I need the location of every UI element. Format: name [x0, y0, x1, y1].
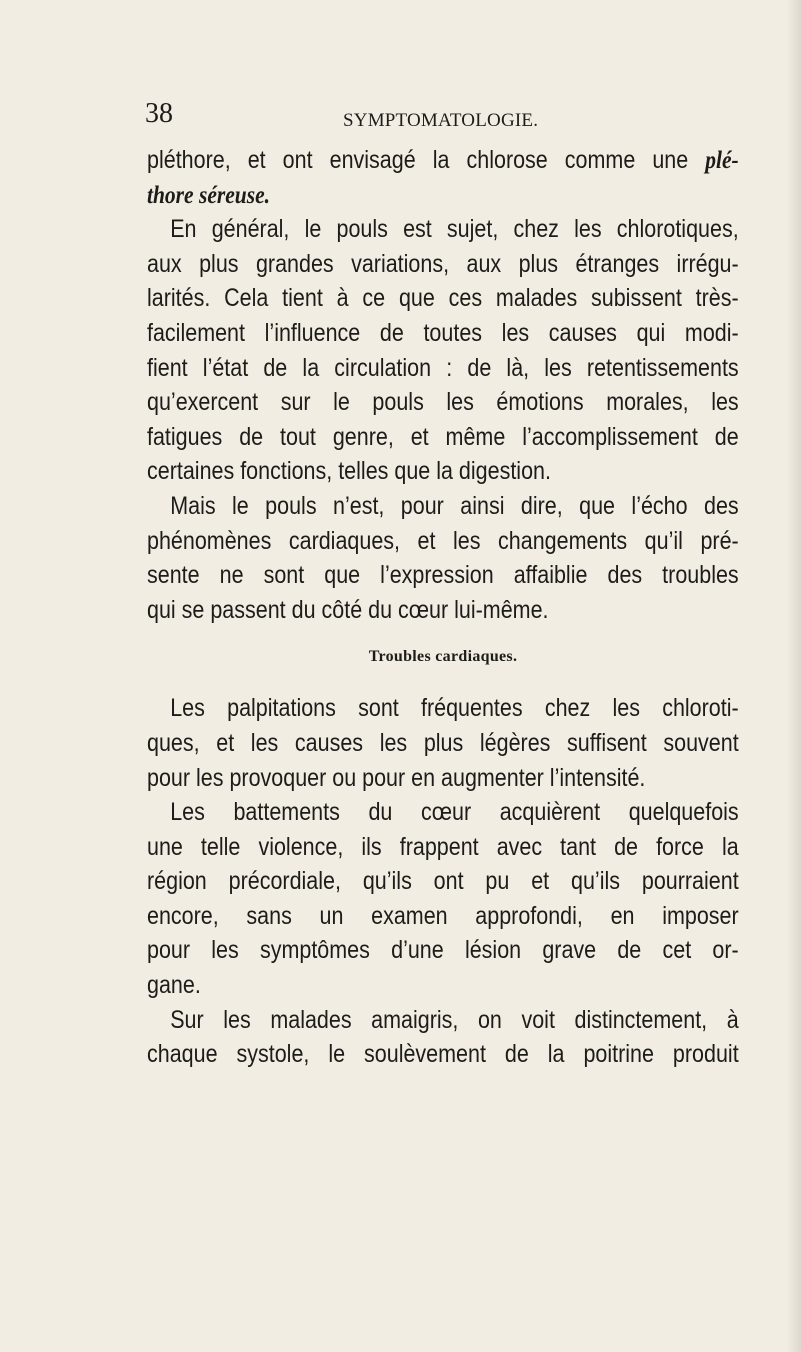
- page-header: [0, 96, 801, 136]
- text-line: chaque systole, le soulèvement de la poitrine produit: [147, 1040, 739, 1069]
- text-line: En général, le pouls est sujet, chez les chlorotiques,: [170, 215, 739, 244]
- paragraph-1: [147, 143, 739, 212]
- page-number: 38: [145, 98, 173, 129]
- text-line: Les battements du cœur acquièrent quelquefois: [170, 798, 739, 827]
- body-text: [147, 143, 739, 1072]
- text-line: certaines fonctions, telles que la digestion.: [147, 457, 551, 486]
- section-title: Troubles cardiaques.: [368, 648, 518, 666]
- text-line: thore séreuse.: [147, 181, 271, 209]
- text-line: pour les symptômes d’une lésion grave de cet or-: [147, 936, 739, 965]
- text-line: sente ne sont que l’expression affaiblie des troubles: [147, 561, 739, 590]
- text-line: aux plus grandes variations, aux plus étranges irrégu-: [147, 249, 739, 278]
- page-edge-shadow: [787, 0, 801, 1352]
- paragraph-2: [147, 212, 739, 489]
- paragraph-6: [147, 1003, 739, 1072]
- text-line: ques, et les causes les plus légères suffisent souvent: [147, 728, 739, 757]
- text-line: gane.: [147, 971, 201, 1000]
- text-line: phénomènes cardiaques, et les changements qu’il pré-: [147, 526, 739, 555]
- text-line: qu’exercent sur le pouls les émotions morales, les: [147, 388, 739, 417]
- text-line: pour les provoquer ou pour en augmenter l’intensité.: [147, 763, 646, 792]
- text-line: encore, sans un examen approfondi, en imposer: [147, 901, 739, 930]
- running-head: SYMPTOMATOLOGIE.: [343, 110, 539, 131]
- text-line: fient l’état de la circulation : de là, les retentissements: [147, 353, 739, 382]
- text-line: Mais le pouls n’est, pour ainsi dire, que l’écho des: [170, 491, 739, 520]
- text-line: Sur les malades amaigris, on voit distinctement, à: [170, 1005, 739, 1034]
- text-line: fatigues de tout genre, et même l’accomplissement de: [147, 422, 739, 451]
- text-line: qui se passent du côté du cœur lui-même.: [147, 595, 549, 624]
- text-line: pléthore, et ont envisagé la chlorose comme une plé-: [147, 146, 739, 174]
- text-line: une telle violence, ils frappent avec tant de force la: [147, 832, 739, 861]
- paragraph-4: [147, 691, 739, 795]
- text-line: Les palpitations sont fréquentes chez les chloroti-: [170, 694, 739, 723]
- text-line: facilement l’influence de toutes les causes qui modi-: [147, 318, 739, 347]
- paragraph-5: [147, 795, 739, 1003]
- paragraph-3: [147, 489, 739, 627]
- text-line: larités. Cela tient à ce que ces malades subissent très-: [147, 284, 739, 313]
- text-line: région précordiale, qu’ils ont pu et qu’ils pourraient: [147, 867, 739, 896]
